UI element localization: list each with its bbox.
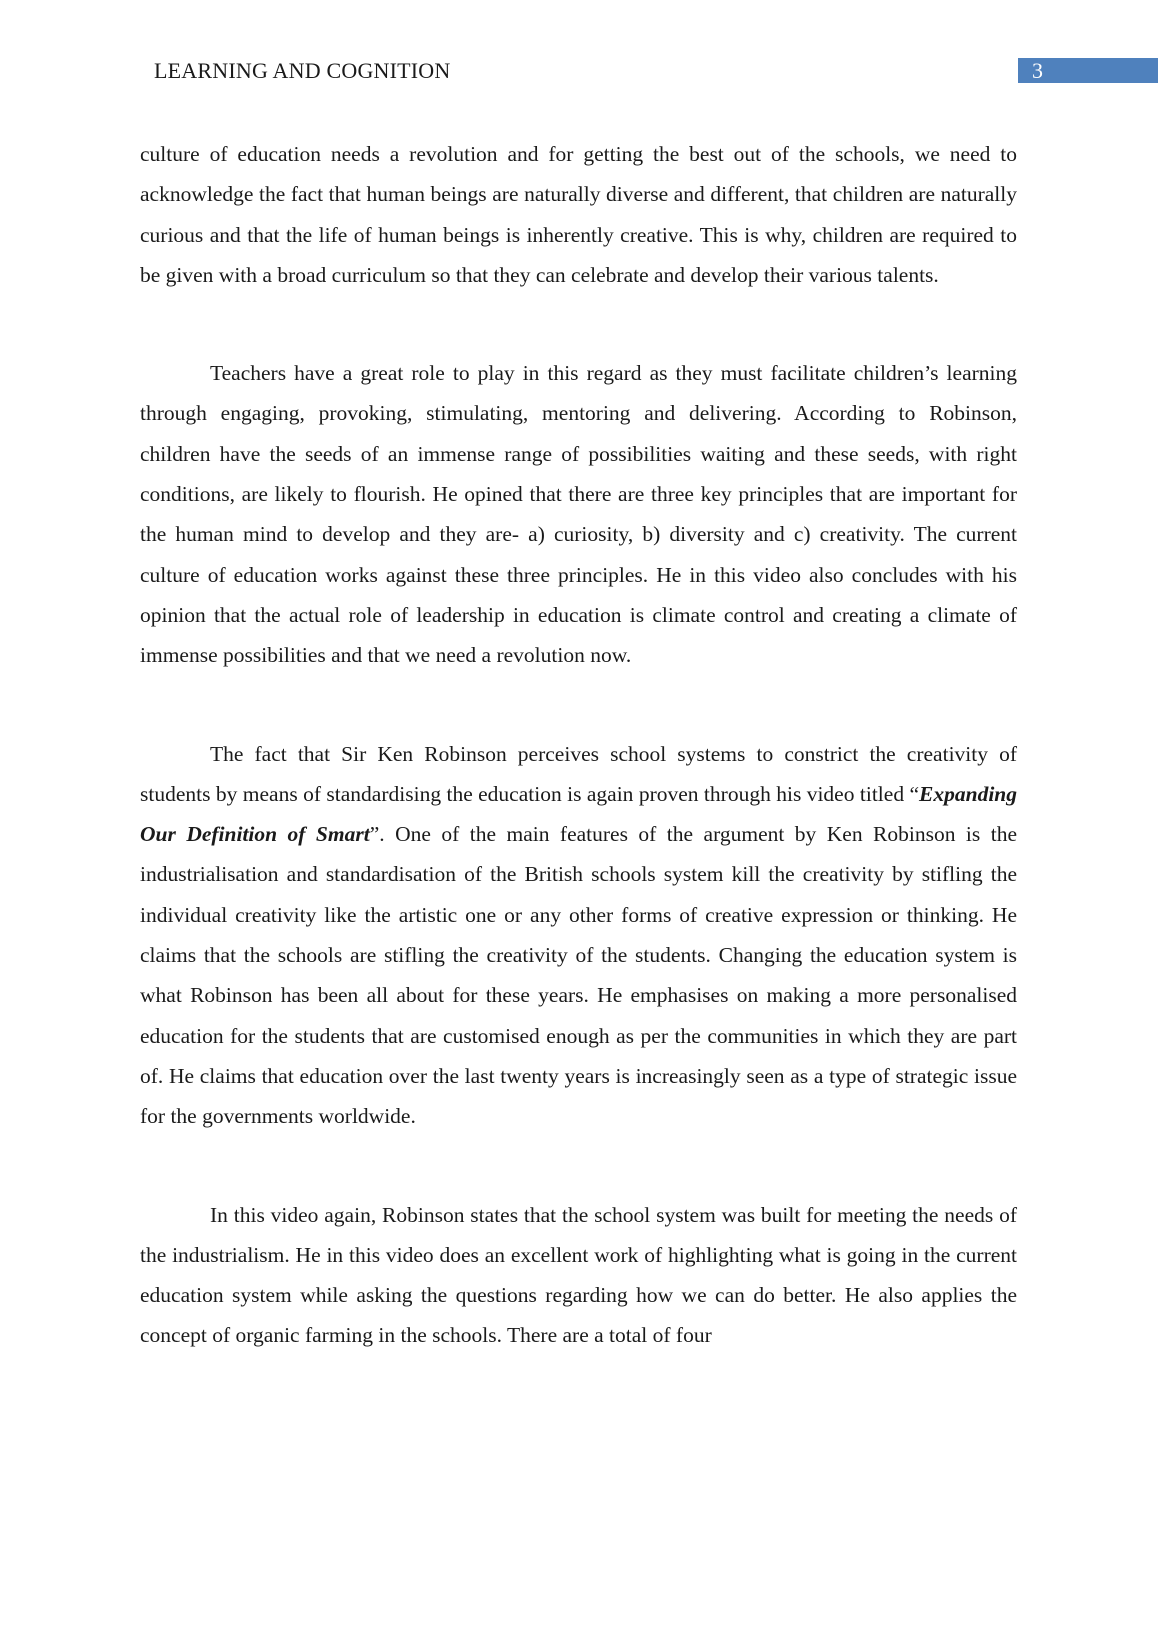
paragraph-text-after: ”. One of the main features of the argument by Ken Robinson is the industrialisation and standardisation of the British schools system kill the creativity by stifling the individual creativity like the artistic one or any other forms of creative expression or thinking. He claims that the schools are stifling the creativity of the students. Changing the education system is what Robinson has been all about for these years. He emphasises on making a more personalised education for the students that are customised enough as per the communities in which they are part of. He claims that education over the last twenty years is increasingly seen as a type of strategic issue for the governments worldwide. xyxy=(140,822,1017,1129)
paragraph-industrialism: In this video again, Robinson states that the school system was built for meeting the needs of the industrialism. He in this video does an excellent work of highlighting what is going in the current education system while asking the questions regarding how we can do better. He also applies the concept of organic farming in the schools. There are a total of four xyxy=(140,1202,1017,1348)
paragraph-expanding-smart xyxy=(140,734,1017,1137)
document-body xyxy=(140,134,1017,1356)
paragraph-text-before: The fact that Sir Ken Robinson perceives school systems to constrict the creativity of students by means of standardising the education is again proven through his video titled “ xyxy=(140,741,1017,806)
paragraph-spacing xyxy=(140,295,1017,353)
page-number: 3 xyxy=(1032,58,1043,83)
paragraph-teachers-role: Teachers have a great role to play in this regard as they must facilitate children’s learning through engaging, provoking, stimulating, mentoring and delivering. According to Robinson, children have the seeds of an immense range of possibilities waiting and these seeds, with right conditions, are likely to flourish. He opined that there are three key principles that are important for the human mind to develop and they are- a) curiosity, b) diversity and c) creativity. The current culture of education works against these three principles. He in this video also concludes with his opinion that the actual role of leadership in education is climate control and creating a climate of immense possibilities and that we need a revolution now. xyxy=(140,361,1017,668)
paragraph-spacing xyxy=(140,1137,1017,1195)
running-header-title: LEARNING AND COGNITION xyxy=(154,58,451,83)
paragraph-continued: culture of education needs a revolution and for getting the best out of the schools, we need to acknowledge the fact that human beings are naturally diverse and different, that children are naturally curious and that the life of human beings is inherently creative. This is why, children are required to be given with a broad curriculum so that they can celebrate and develop their various talents. xyxy=(140,142,1017,287)
video-title-emphasis: Expanding Our Definition of Smart xyxy=(140,781,1017,847)
paragraph-spacing xyxy=(140,676,1017,734)
page-number-badge xyxy=(1018,58,1158,83)
